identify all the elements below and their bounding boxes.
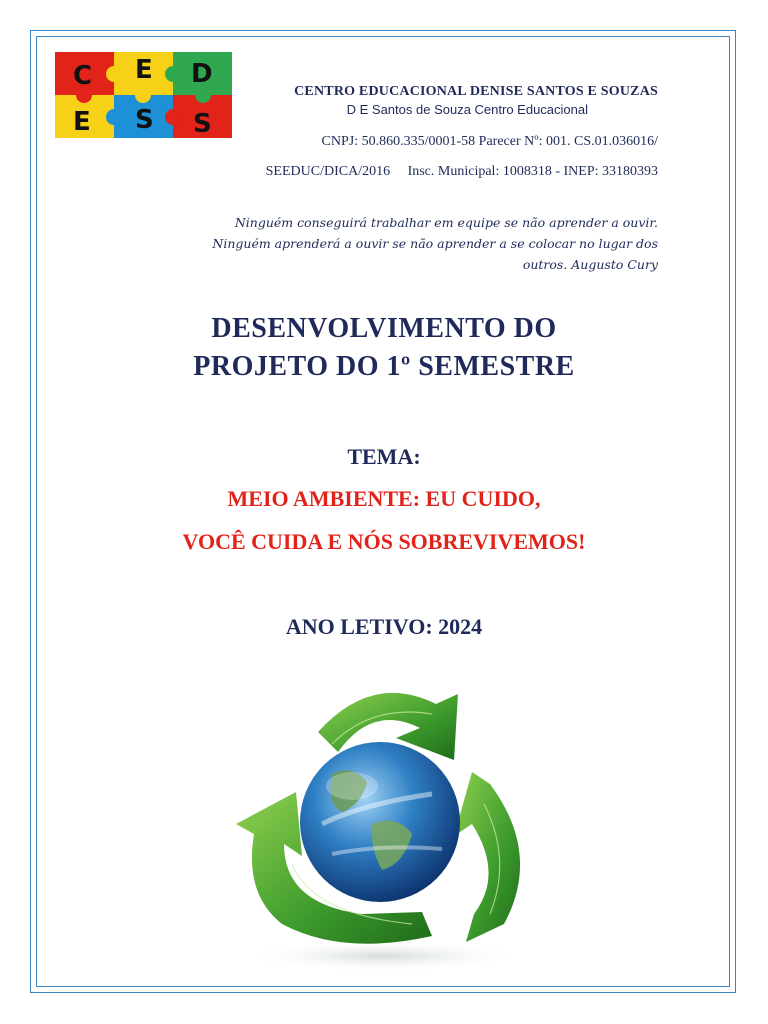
logo-letter: E	[73, 107, 91, 137]
quote-line: Ninguém aprenderá a ouvir se não aprender a se colocar no lugar dos	[212, 236, 658, 251]
logo-letter: E	[135, 55, 153, 85]
school-year: ANO LETIVO: 2024	[285, 614, 483, 639]
school-logo	[55, 52, 232, 138]
school-subtitle: D E Santos de Souza Centro Educacional	[346, 102, 588, 117]
logo-letter: S	[135, 105, 154, 135]
school-name: CENTRO EDUCACIONAL DENISE SANTOS E SOUZAS	[294, 84, 658, 99]
quote-line: Ninguém conseguirá trabalhar em equipe se não aprender a ouvir.	[234, 215, 658, 230]
title-line: PROJETO DO 1º SEMESTRE	[193, 351, 575, 382]
logo-letter: S	[193, 109, 212, 138]
seeduc-line: SEEDUC/DICA/2016 Insc. Municipal: 1008318 - INEP: 33180393	[265, 164, 658, 179]
title-line: DESENVOLVIMENTO DO	[211, 313, 557, 344]
theme-line: MEIO AMBIENTE: EU CUIDO,	[227, 486, 541, 511]
quote-line: outros. Augusto Cury	[522, 257, 658, 272]
logo-letter: C	[73, 61, 93, 91]
theme-label: TEMA:	[347, 444, 421, 469]
document-title	[0, 310, 768, 386]
logo-letter: D	[191, 59, 213, 89]
quote-block	[178, 212, 658, 275]
cnpj-line: CNPJ: 50.860.335/0001-58 Parecer Nº: 001. CS.01.036016/	[321, 134, 658, 149]
recycling-earth-illustration	[222, 674, 546, 974]
theme-line: VOCÊ CUIDA E NÓS SOBREVIVEMOS!	[182, 529, 586, 554]
